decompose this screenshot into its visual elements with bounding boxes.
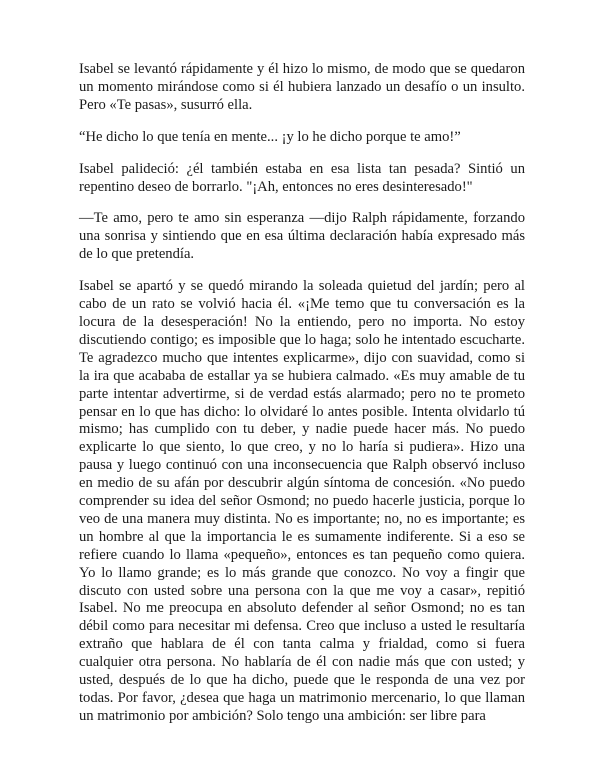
paragraph-2: “He dicho lo que tenía en mente... ¡y lo he dicho porque te amo!”	[79, 128, 461, 145]
paragraph-4: —Te amo, pero te amo sin esperanza —dijo Ralph rápidamente, forzando una sonrisa y sintiendo que en esa última declaración había expresado más de lo que pretendía.	[79, 210, 525, 263]
paragraph-3: Isabel palideció: ¿él también estaba en esa lista tan pesada? Sintió un repentino deseo de borrarlo. "¡Ah, entonces no eres desinteresado!"	[79, 160, 525, 195]
paragraph-1: Isabel se levantó rápidamente y él hizo lo mismo, de modo que se quedaron un momento mirándose como si él hubiera lanzado un desafío o un insulto. Pero «Te pasas», susurró ella.	[79, 61, 525, 113]
paragraph-5: Isabel se apartó y se quedó mirando la soleada quietud del jardín; pero al cabo de un rato se volvió hacia él. «¡Me temo que tu conversación es la locura de la desesperación! No la entiendo, pero no importa. No estoy discutiendo contigo; es imposible que lo haga; solo he intentado escucharte. Te agradezco mucho que intentes explicarme», dijo con suavidad, como si la ira que acababa de estallar ya se hubiera calmado. «Es muy amable de tu parte intentar advertirme, si de verdad estás alarmado; pero no te prometo pensar en lo que has dicho: lo olvidaré lo antes posible. Intenta olvidarlo tú mismo; has cumplido con tu deber, y nadie puede hacer más. No puedo explicarte lo que siento, lo que creo, y no lo haría si pudiera». Hizo una pausa y luego continuó con una inconsecuencia que Ralph observó incluso en medio de su afán por descubrir algún síntoma de concesión. «No puedo comprender su idea del señor Osmond; no puedo hacerle justicia, porque lo veo de una manera muy distinta. No es importante; no, no es importante; es un hombre al que la importancia le es sumamente indiferente. Si a eso se refiere cuando lo llama «pequeño», entonces es tan pequeño como quiera. Yo lo llamo grande; es lo más grande que conozco. No voy a fingir que discuto con usted sobre una persona con la que me voy a casar», repitió Isabel. No me preocupa en absoluto defender al señor Osmond; no es tan débil como para necesitar mi defensa. Creo que incluso a usted le resultaría extraño que hablara de él con tanta calma y frialdad, como si fuera cualquier otra persona. No hablaría de él con nadie más que con usted; y usted, después de lo que ha dicho, puede que le responda de una vez por todas. Por favor, ¿desea que haga un matrimonio mercenario, lo que llaman un matrimonio por ambición? Solo tengo una ambición: ser libre para	[79, 278, 525, 724]
document-page	[79, 61, 525, 726]
